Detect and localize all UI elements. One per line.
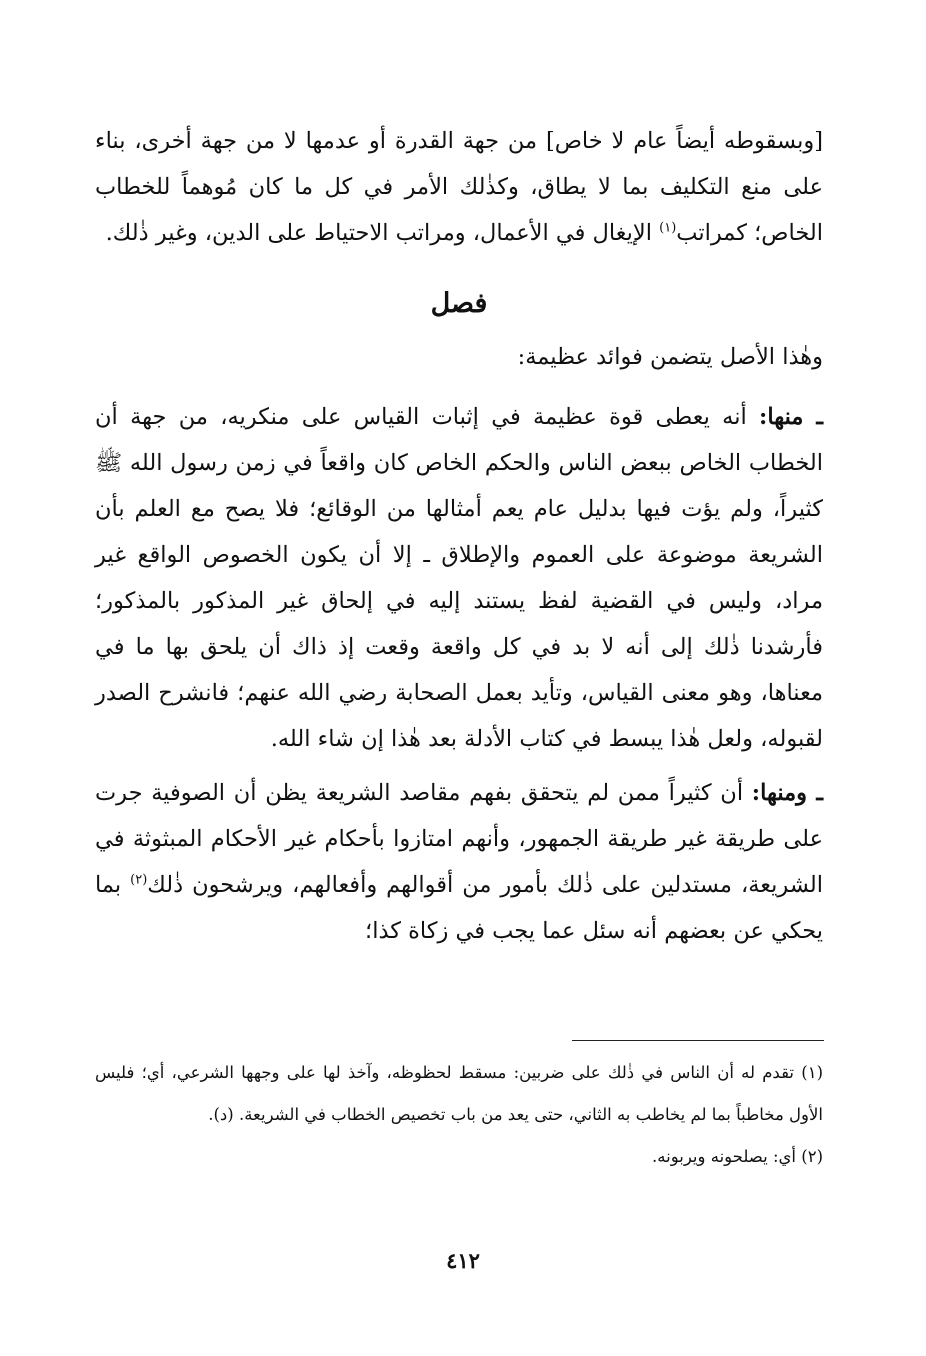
benefit-2-text-a: أن كثيراً ممن لم يتحقق بفهم مقاصد الشريعة يظن أن الصوفية جرت على طريقة غير طريقة الجمهور، وأنهم امتازوا بأحكام غير الأحكام المبثوثة في الشريعة، مستدلين على ذٰلك بأمور من أقوالهم وأفعالهم، ويرشحون ذٰلك [95, 780, 823, 898]
main-text [95, 118, 823, 954]
section-heading: فصل [430, 288, 488, 319]
benefit-1-text: أنه يعطى قوة عظيمة في إثبات القياس على منكريه، من جهة أن الخطاب الخاص ببعض الناس والحكم الخاص كان واقعاً في زمن رسول الله ﷺ كثيراً، ولم يؤت فيها بدليل عام يعم أمثالها من الوقائع؛ فلا يصح مع العلم بأن الشريعة موضوعة على العموم والإطلاق ـ إلا أن يكون الخصوص الواقع غير مراد، وليس في القضية لفظ يستند إليه في إلحاق غير المذكور بالمذكور؛ فأرشدنا ذٰلك إلى أنه لا بد في كل واقعة وقعت إذ ذاك أن يلحق بها ما في معناها، وهو معنى القياس، وتأيد بعمل الصحابة رضي الله عنهم؛ فانشرح الصدر لقبوله، ولعل هٰذا يبسط في كتاب الأدلة بعد هٰذا إن شاء الله. [95, 404, 823, 752]
paragraph-benefit-2 [95, 770, 823, 954]
footnote-ref-2[interactable]: (٢) [130, 872, 148, 888]
page-number: ٤١٢ [446, 1248, 480, 1273]
footnote-2: (٢) أي: يصلحونه ويربونه. [652, 1147, 823, 1166]
footnote-ref-1[interactable]: (١) [659, 220, 677, 236]
footnote-separator [572, 1040, 824, 1041]
benefit-2-text-b: بما يحكي عن بعضهم أنه سئل عما يجب في زكاة كذا؛ [95, 872, 823, 944]
paragraph-1-text-b: الإيغال في الأعمال، ومراتب الاحتياط على الدين، وغير ذٰلك. [105, 220, 660, 246]
benefit-1-label: ـ منها: [759, 404, 823, 430]
intro-line: وهٰذا الأصل يتضمن فوائد عظيمة: [517, 344, 823, 370]
footnote-1: (١) تقدم له أن الناس في ذٰلك على ضربين: مسقط لحظوظه، وآخذ لها على وجهها الشرعي، أي؛ فليس الأول مخاطباً بما لم يخاطب به الثاني، حتى يعد من باب تخصيص الخطاب في الشريعة. (د). [95, 1063, 823, 1124]
footnotes [95, 1052, 823, 1178]
paragraph-1 [95, 118, 823, 256]
paragraph-benefit-1 [95, 394, 823, 762]
paragraph-1-text-a: [وبسقوطه أيضاً عام لا خاص] من جهة القدرة أو عدمها لا من جهة أخرى، بناء على منع التكليف بما لا يطاق، وكذٰلك الأمر في كل ما كان مُوهماً للخطاب الخاص؛ كمراتب [95, 128, 823, 246]
benefit-2-label: ـ ومنها: [751, 780, 823, 806]
